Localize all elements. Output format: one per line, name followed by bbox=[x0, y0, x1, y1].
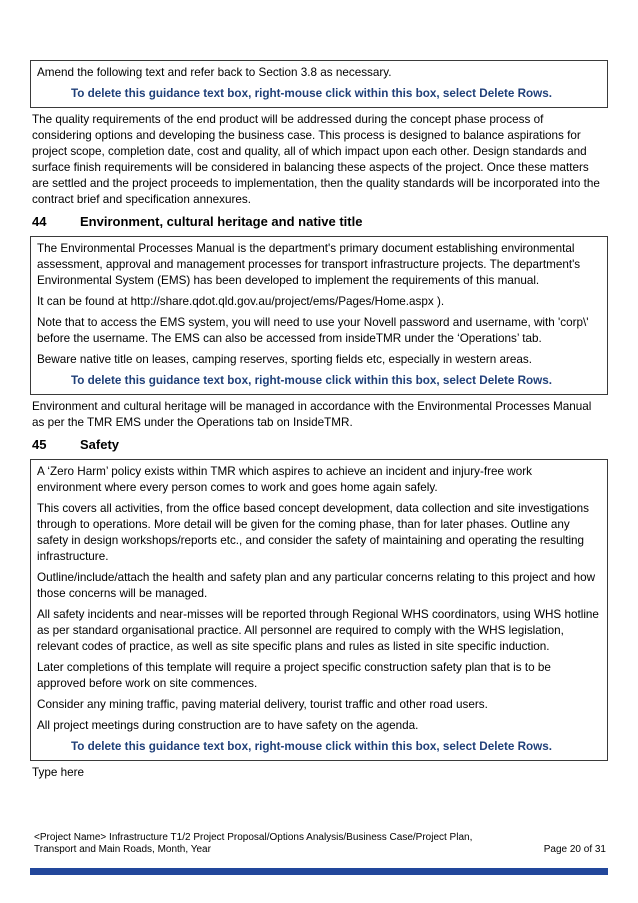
body-paragraph-placeholder[interactable]: Type here bbox=[32, 766, 84, 779]
guidance-text: Outline/include/attach the health and safety plan and any particular concerns relating to this project and how those concerns will be managed. bbox=[37, 571, 596, 600]
guidance-text: All safety incidents and near-misses will be reported through Regional WHS coordinators, using WHS hotline as per standard organisational practice. All personnel are required to comply with the WHS legislation, relevant codes of practice, as well as site specific plans and rules as listed in site specific induction. bbox=[37, 608, 599, 653]
guidance-text: Later completions of this template will require a project specific construction safety plan that is to be approved before work on site commences. bbox=[37, 661, 551, 690]
guidance-text: Amend the following text and refer back to Section 3.8 as necessary. bbox=[37, 66, 392, 79]
guidance-text: Consider any mining traffic, paving material delivery, tourist traffic and other road users. bbox=[37, 698, 488, 711]
section-heading-safety bbox=[32, 437, 608, 455]
guidance-text: All project meetings during construction are to have safety on the agenda. bbox=[37, 719, 419, 732]
guidance-text: This covers all activities, from the office based concept development, data collection and site investigations through to operations. More detail will be given for the coming phase, than for later phases. Outline any safety in design workshops/reports etc., and consider the safety of maintaining and operating the resulting infrastructure. bbox=[37, 502, 589, 563]
guidance-delete-note: To delete this guidance text box, right-mouse click within this box, select Delete Rows. bbox=[71, 87, 553, 100]
section-title: Environment, cultural heritage and native title bbox=[80, 214, 363, 229]
footer-row bbox=[34, 844, 606, 856]
guidance-text: The Environmental Processes Manual is the department's primary document establishing environmental assessment, approval and management processes for transport infrastructure projects. The department's Environmental System (EMS) has been developed to implement the requirements of this manual. bbox=[37, 242, 581, 287]
page-content bbox=[30, 60, 608, 783]
guidance-text: It can be found at http://share.qdot.qld.gov.au/project/ems/Pages/Home.aspx ). bbox=[37, 295, 445, 308]
section-number: 45 bbox=[32, 437, 47, 452]
body-paragraph-quality[interactable]: The quality requirements of the end product will be addressed during the concept phase process of considering options and developing the business case. This process is designed to balance aspirations for project scope, completion date, cost and quality, all of which impact upon each other. Design standards and surface finish requirements will be considered in balancing these aspects of the project. Once these matters are settled and the project proceeds to implementation, then the quality standards will be incorporated into the contract brief and specification annexures. bbox=[32, 113, 600, 206]
body-paragraph-environment[interactable]: Environment and cultural heritage will be managed in accordance with the Environmental Processes Manual as per the TMR EMS under the Operations tab on InsideTMR. bbox=[32, 400, 592, 429]
guidance-box-safety[interactable] bbox=[30, 459, 608, 761]
guidance-delete-note: To delete this guidance text box, right-mouse click within this box, select Delete Rows. bbox=[71, 740, 553, 753]
page-footer bbox=[34, 832, 606, 856]
section-title: Safety bbox=[80, 437, 120, 452]
footer-project-line: <Project Name> Infrastructure T1/2 Project Proposal/Options Analysis/Business Case/Project Plan, bbox=[34, 832, 473, 843]
footer-org-line: Transport and Main Roads, Month, Year bbox=[34, 844, 211, 855]
guidance-box-environment[interactable] bbox=[30, 236, 608, 395]
page-number: Page 20 of 31 bbox=[543, 844, 606, 855]
section-number: 44 bbox=[32, 214, 47, 229]
footer-bar bbox=[30, 868, 608, 875]
guidance-text: Beware native title on leases, camping reserves, sporting fields etc, especially in western areas. bbox=[37, 353, 533, 366]
guidance-delete-note: To delete this guidance text box, right-mouse click within this box, select Delete Rows. bbox=[71, 374, 553, 387]
guidance-text: A ‘Zero Harm’ policy exists within TMR which aspires to achieve an incident and injury-free work environment where every person comes to work and goes home again safely. bbox=[37, 465, 532, 494]
guidance-text: Note that to access the EMS system, you will need to use your Novell password and username, with 'corp\' before the username. The EMS can also be accessed from insideTMR under the ‘Operations’ tab. bbox=[37, 316, 589, 345]
guidance-box-quality[interactable] bbox=[30, 60, 608, 108]
section-heading-environment bbox=[32, 214, 608, 232]
